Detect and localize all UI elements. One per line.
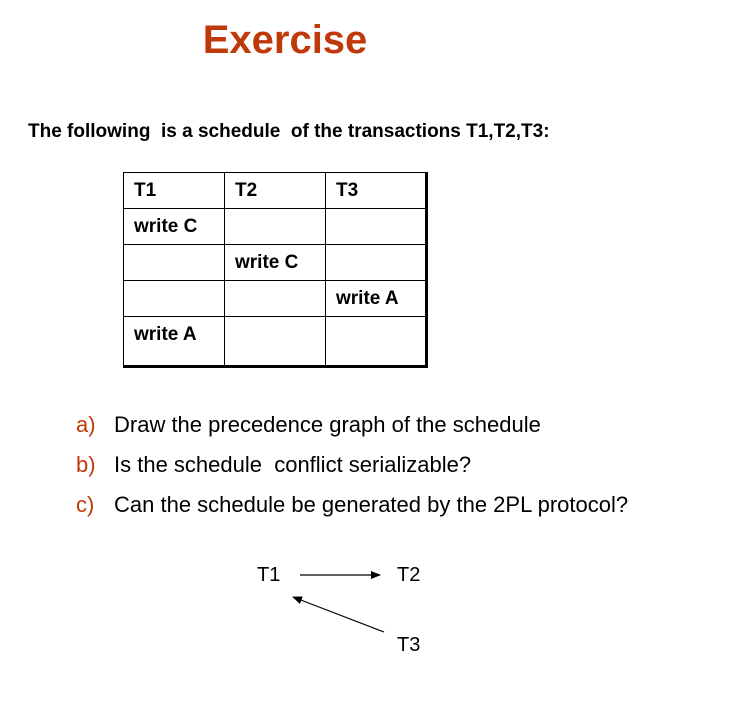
graph-node-t2: T2 xyxy=(397,564,421,586)
table-cell: write C xyxy=(225,245,326,281)
question-marker: a) xyxy=(76,412,96,437)
page-title: Exercise xyxy=(202,18,368,62)
question-text: Draw the precedence graph of the schedule xyxy=(114,412,541,437)
question-marker: c) xyxy=(76,492,95,517)
table-cell: write C xyxy=(124,209,225,245)
graph-node-t3: T3 xyxy=(397,634,421,656)
question-marker: b) xyxy=(76,452,96,477)
table-cell: write A xyxy=(326,281,427,317)
table-cell: write A xyxy=(124,317,225,367)
question-text: Can the schedule be generated by the 2PL protocol? xyxy=(114,492,629,517)
question-text: Is the schedule conflict serializable? xyxy=(114,452,472,477)
header-t1: T1 xyxy=(124,173,225,209)
graph-node-t1: T1 xyxy=(257,564,281,586)
header-t2: T2 xyxy=(225,173,326,209)
edge-t3-t1 xyxy=(293,597,384,632)
intro-text: The following is a schedule of the transactions T1,T2,T3: xyxy=(28,121,550,142)
header-t3: T3 xyxy=(326,173,427,209)
